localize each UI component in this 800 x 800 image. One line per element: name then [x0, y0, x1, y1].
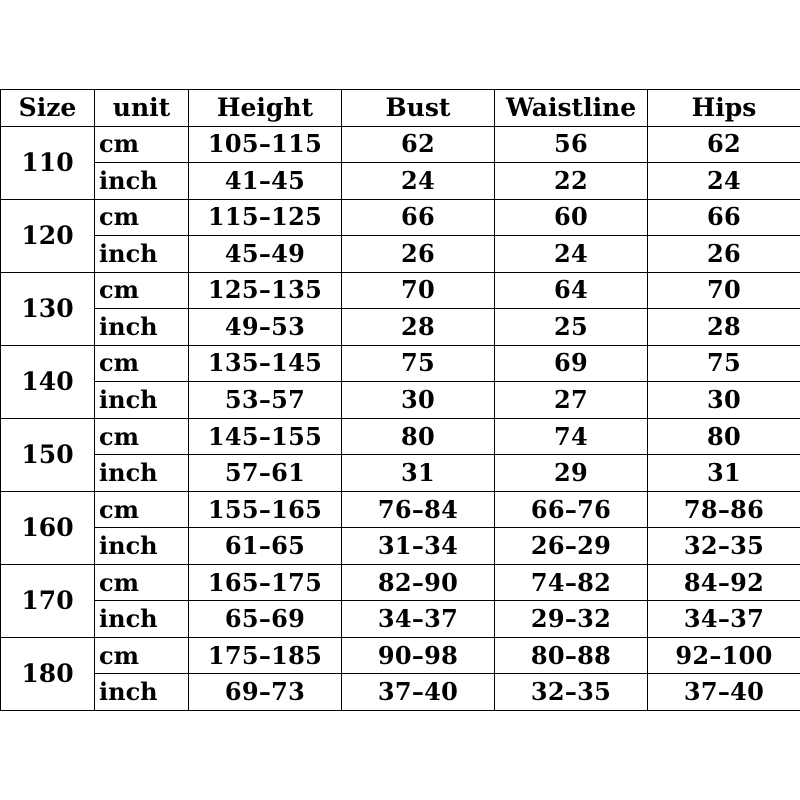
bust-cell: 34–37 — [342, 601, 495, 638]
table-row — [1, 528, 800, 565]
height-cell: 61–65 — [189, 528, 342, 565]
table-row — [1, 674, 800, 711]
height-cell: 165–175 — [189, 564, 342, 601]
table-row — [1, 236, 800, 273]
waistline-cell: 26–29 — [495, 528, 648, 565]
table-row — [1, 272, 800, 309]
waistline-cell: 22 — [495, 163, 648, 200]
header-row — [1, 90, 800, 127]
table-row — [1, 491, 800, 528]
table-row — [1, 637, 800, 674]
table-row — [1, 418, 800, 455]
hips-cell: 31 — [648, 455, 800, 492]
header-size: Size — [1, 90, 95, 127]
header-hips: Hips — [648, 90, 800, 127]
unit-cell: inch — [95, 455, 189, 492]
waistline-cell: 74 — [495, 418, 648, 455]
bust-cell: 24 — [342, 163, 495, 200]
hips-cell: 30 — [648, 382, 800, 419]
waistline-cell: 80–88 — [495, 637, 648, 674]
bust-cell: 28 — [342, 309, 495, 346]
unit-cell: inch — [95, 601, 189, 638]
hips-cell: 37–40 — [648, 674, 800, 711]
size-cell: 140 — [1, 345, 95, 418]
height-cell: 45–49 — [189, 236, 342, 273]
unit-cell: inch — [95, 236, 189, 273]
height-cell: 175–185 — [189, 637, 342, 674]
size-cell: 120 — [1, 199, 95, 272]
unit-cell: cm — [95, 637, 189, 674]
waistline-cell: 24 — [495, 236, 648, 273]
header-unit: unit — [95, 90, 189, 127]
table-row — [1, 455, 800, 492]
bust-cell: 37–40 — [342, 674, 495, 711]
bust-cell: 31–34 — [342, 528, 495, 565]
hips-cell: 75 — [648, 345, 800, 382]
table-row — [1, 382, 800, 419]
height-cell: 41–45 — [189, 163, 342, 200]
size-cell: 150 — [1, 418, 95, 491]
size-cell: 180 — [1, 637, 95, 710]
waistline-cell: 60 — [495, 199, 648, 236]
table-row — [1, 163, 800, 200]
unit-cell: cm — [95, 272, 189, 309]
unit-cell: cm — [95, 126, 189, 163]
unit-cell: cm — [95, 199, 189, 236]
bust-cell: 90–98 — [342, 637, 495, 674]
unit-cell: inch — [95, 163, 189, 200]
waistline-cell: 29 — [495, 455, 648, 492]
height-cell: 69–73 — [189, 674, 342, 711]
height-cell: 115–125 — [189, 199, 342, 236]
height-cell: 145–155 — [189, 418, 342, 455]
hips-cell: 70 — [648, 272, 800, 309]
waistline-cell: 69 — [495, 345, 648, 382]
height-cell: 125–135 — [189, 272, 342, 309]
size-cell: 130 — [1, 272, 95, 345]
hips-cell: 34–37 — [648, 601, 800, 638]
hips-cell: 24 — [648, 163, 800, 200]
height-cell: 49–53 — [189, 309, 342, 346]
bust-cell: 66 — [342, 199, 495, 236]
hips-cell: 80 — [648, 418, 800, 455]
bust-cell: 75 — [342, 345, 495, 382]
height-cell: 57–61 — [189, 455, 342, 492]
table-row — [1, 345, 800, 382]
bust-cell: 62 — [342, 126, 495, 163]
bust-cell: 26 — [342, 236, 495, 273]
size-cell: 170 — [1, 564, 95, 637]
table-row — [1, 126, 800, 163]
bust-cell: 82–90 — [342, 564, 495, 601]
table-row — [1, 601, 800, 638]
bust-cell: 30 — [342, 382, 495, 419]
height-cell: 135–145 — [189, 345, 342, 382]
waistline-cell: 27 — [495, 382, 648, 419]
header-height: Height — [189, 90, 342, 127]
bust-cell: 80 — [342, 418, 495, 455]
header-waistline: Waistline — [495, 90, 648, 127]
hips-cell: 92–100 — [648, 637, 800, 674]
height-cell: 105–115 — [189, 126, 342, 163]
waistline-cell: 29–32 — [495, 601, 648, 638]
hips-cell: 66 — [648, 199, 800, 236]
unit-cell: inch — [95, 309, 189, 346]
height-cell: 53–57 — [189, 382, 342, 419]
size-cell: 160 — [1, 491, 95, 564]
hips-cell: 28 — [648, 309, 800, 346]
waistline-cell: 74–82 — [495, 564, 648, 601]
bust-cell: 70 — [342, 272, 495, 309]
hips-cell: 32–35 — [648, 528, 800, 565]
hips-cell: 26 — [648, 236, 800, 273]
height-cell: 155–165 — [189, 491, 342, 528]
bust-cell: 76–84 — [342, 491, 495, 528]
waistline-cell: 32–35 — [495, 674, 648, 711]
bust-cell: 31 — [342, 455, 495, 492]
height-cell: 65–69 — [189, 601, 342, 638]
unit-cell: cm — [95, 345, 189, 382]
table-row — [1, 199, 800, 236]
unit-cell: cm — [95, 564, 189, 601]
hips-cell: 78–86 — [648, 491, 800, 528]
waistline-cell: 56 — [495, 126, 648, 163]
waistline-cell: 25 — [495, 309, 648, 346]
header-bust: Bust — [342, 90, 495, 127]
table-row — [1, 564, 800, 601]
waistline-cell: 66–76 — [495, 491, 648, 528]
unit-cell: inch — [95, 528, 189, 565]
unit-cell: cm — [95, 418, 189, 455]
size-chart-table — [0, 89, 800, 711]
hips-cell: 62 — [648, 126, 800, 163]
table-row — [1, 309, 800, 346]
hips-cell: 84–92 — [648, 564, 800, 601]
size-chart-body — [1, 126, 800, 711]
unit-cell: cm — [95, 491, 189, 528]
waistline-cell: 64 — [495, 272, 648, 309]
unit-cell: inch — [95, 674, 189, 711]
unit-cell: inch — [95, 382, 189, 419]
size-cell: 110 — [1, 126, 95, 199]
